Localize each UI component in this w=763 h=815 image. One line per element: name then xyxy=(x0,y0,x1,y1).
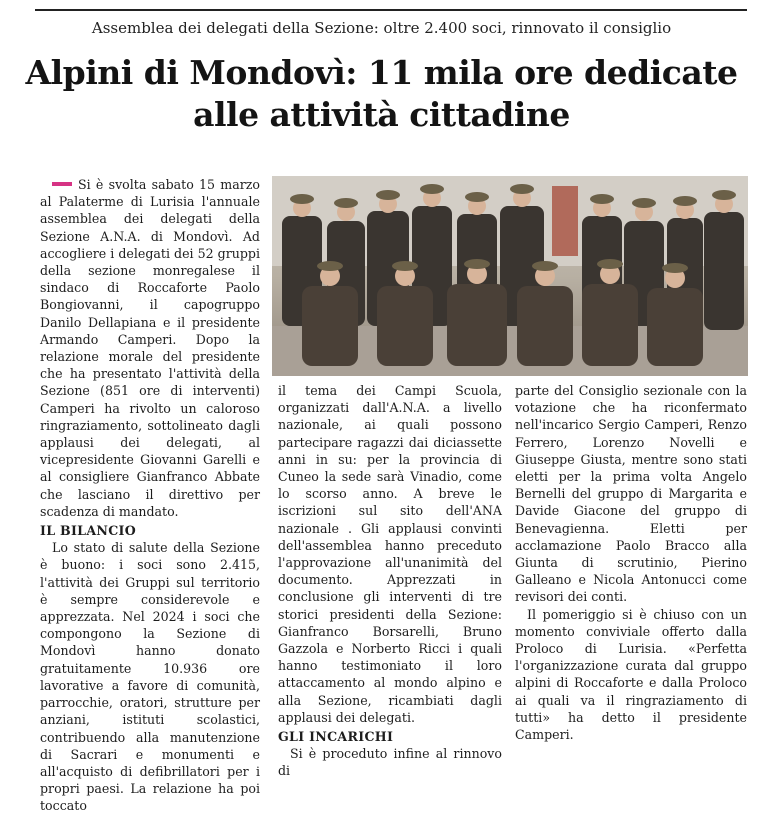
group-photo-illustration xyxy=(272,176,748,376)
article-column-1 xyxy=(40,176,260,814)
lead-text: Si è svolta sabato 15 marzo al Palaterme di Lurisia l'annuale assemblea dei delegati della Sezione A.N.A. di Mondovì. Ad accogliere i delegati dei 52 gruppi della sezione monregalese il sindaco di Roccaforte Paolo Bongiovanni, il capogruppo Danilo Dellapiana e il presidente Armando Camperi. Dopo la relazione morale del presidente che ha presentato l'attività della Sezione (851 ore di interventi) Camperi ha rivolto un caloroso ringraziamento, sottolineato dagli applausi dei delegati, al vicepresidente Giovanni Garelli e al consigliere Gianfranco Abbate che lasciano il direttivo per scadenza di mandato. xyxy=(40,177,260,519)
section-heading-bilancio: IL BILANCIO xyxy=(40,523,136,539)
article-column-3 xyxy=(515,382,747,743)
paragraph-bilancio: Lo stato di salute della Sezione è buono: i soci sono 2.415, l'attività dei Gruppi sul territorio è sempre considerevole e apprezzata. Nel 2024 i soci che compongono la Sezione di Mondovì hanno donato gratuitamente 10.936 ore lavorative a favore di comunità, parrocchie, oratori, strutture per anziani, istituti scolastici, contribuendo alla manutenzione di Sacrari e monumenti e all'acquisto di defibrillatori per i propri paesi. La relazione ha poi toccato xyxy=(40,540,260,814)
headline-line-2: alle attività cittadine xyxy=(193,95,570,134)
top-rule xyxy=(35,9,747,11)
article-headline xyxy=(20,52,743,136)
headline-line-1: Alpini di Mondovì: 11 mila ore dedicate xyxy=(25,53,738,92)
group-photo xyxy=(272,176,748,376)
section-heading-incarichi: GLI INCARICHI xyxy=(278,729,394,745)
paragraph-conclusione: Il pomeriggio si è chiuso con un momento conviviale offerto dalla Proloco di Lurisia. «Perfetta l'organizzazione curata dal gruppo alpini di Roccaforte e dalla Proloco ai quali va il ringraziamento di tutti» ha detto il presidente Camperi. xyxy=(515,606,747,743)
paragraph-consiglio: parte del Consiglio sezionale con la votazione che ha riconfermato nell'incarico Sergio Camperi, Renzo Ferrero, Lorenzo Novelli e Giuseppe Giusta, mentre sono stati eletti per la prima volta Angelo Bernelli del gruppo di Margarita e Davide Giacone del gruppo di Benevagienna. Eletti per acclamazione Paolo Bracco alla Giunta di scrutinio, Pierino Galleano e Nicola Antonucci come revisori dei conti. xyxy=(515,383,747,605)
article-kicker: Assemblea dei delegati della Sezione: oltre 2.400 soci, rinnovato il consiglio xyxy=(91,19,672,37)
article-column-2 xyxy=(278,382,502,779)
paragraph-campi-scuola: il tema dei Campi Scuola, organizzati dall'A.N.A. a livello nazionale, ai quali possono partecipare ragazzi dai diciassette anni in su: per la provincia di Cuneo la sede sarà Vinadio, come lo scorso anno. A breve le iscrizioni sul sito dell'ANA nazionale . Gli applausi convinti dell'assemblea hanno preceduto l'approvazione all'unanimità del documento. Apprezzati in conclusione gli interventi di tre storici presidenti della Sezione: Gianfranco Borsarelli, Bruno Gazzola e Norberto Ricci i quali hanno testimoniato il loro attaccamento al mondo alpino e alla Sezione, ricambiati dagli applausi dei delegati. xyxy=(278,383,502,725)
lead-paragraph xyxy=(40,176,260,520)
lead-accent-bar xyxy=(52,182,72,186)
paragraph-rinnovo: Si è proceduto infine al rinnovo di xyxy=(278,746,502,779)
